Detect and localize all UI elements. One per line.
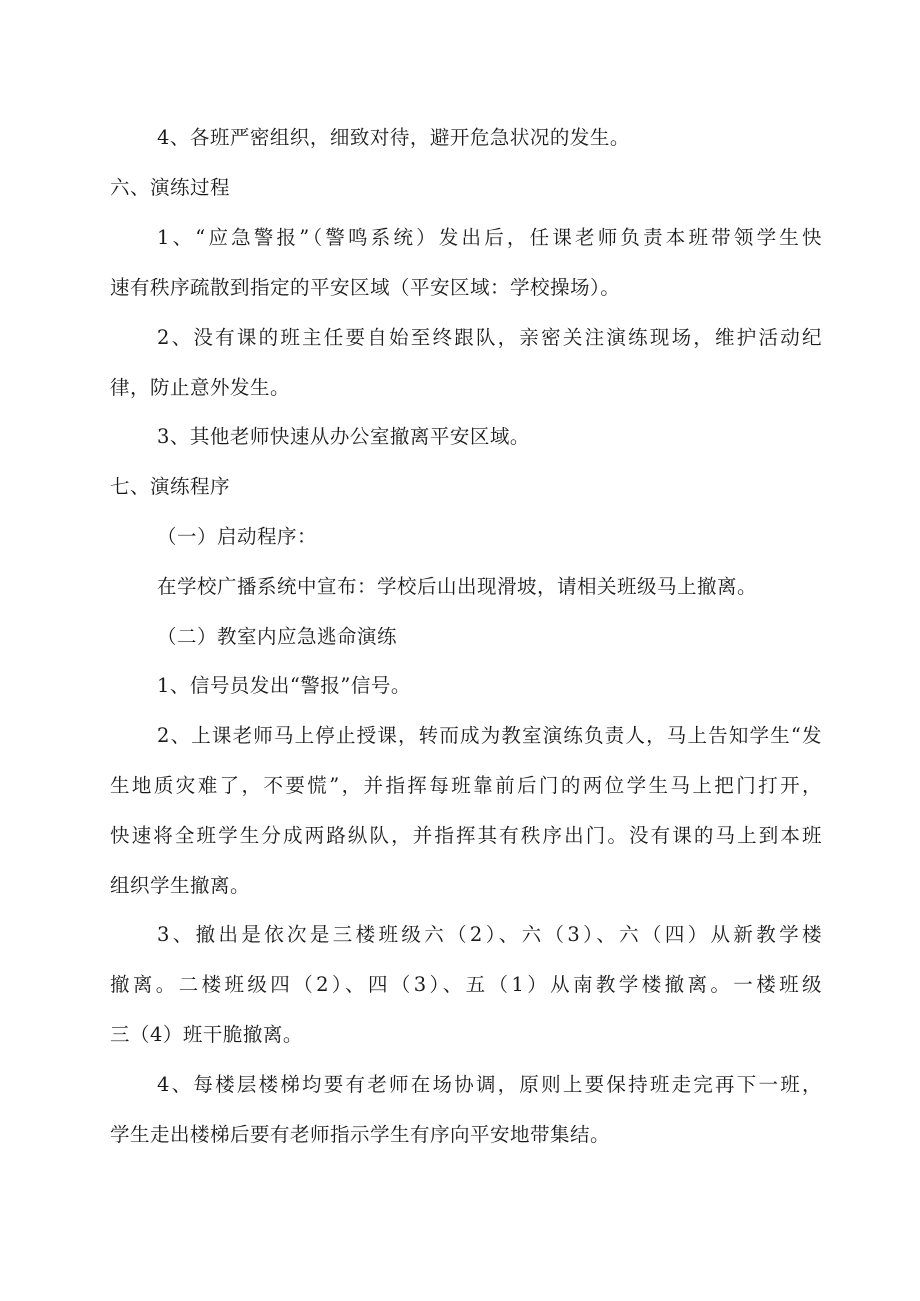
broadcast-line: 在学校广播系统中宣布：学校后山出现滑坡，请相关班级马上撤离。 xyxy=(157,575,758,598)
subsection-1-heading: （一）启动程序： xyxy=(157,525,318,548)
section-6-heading: 六、演练过程 xyxy=(110,176,231,199)
drill-2-line-3: 快速将全班学生分成两路纵队，并指挥其有秩序出门。没有课的马上到本班 xyxy=(110,824,822,847)
drill-2-line-2: 生地质灾难了，不要慌”，并指挥每班靠前后门的两位学生马上把门打开， xyxy=(110,774,822,797)
process-2-line-1: 2、没有课的班主任要自始至终跟队，亲密关注演练现场，维护活动纪 xyxy=(157,326,822,349)
drill-3-line-3: 三（4）班干脆撤离。 xyxy=(110,1023,303,1046)
drill-1-line: 1、信号员发出“警报”信号。 xyxy=(157,674,411,697)
drill-3-line-1: 3、撤出是依次是三楼班级六（2）、六（3）、六（四）从新教学楼 xyxy=(157,923,822,946)
process-2-line-2: 律，防止意外发生。 xyxy=(110,376,291,399)
drill-4-line-1: 4、每楼层楼梯均要有老师在场协调，原则上要保持班走完再下一班， xyxy=(157,1073,822,1096)
subsection-2-heading: （二）教室内应急逃命演练 xyxy=(157,625,398,648)
drill-2-line-1: 2、上课老师马上停止授课，转而成为教室演练负责人，马上告知学生“发 xyxy=(157,724,822,747)
process-3-line: 3、其他老师快速从办公室撤离平安区域。 xyxy=(157,425,530,448)
section-7-heading: 七、演练程序 xyxy=(110,475,231,498)
process-1-line-1: 1、“应急警报”（警鸣系统）发出后，任课老师负责本班带领学生快 xyxy=(157,226,822,249)
drill-2-line-4: 组织学生撤离。 xyxy=(110,874,251,897)
process-1-line-2: 速有秩序疏散到指定的平安区域（平安区域：学校操场）。 xyxy=(110,276,621,299)
drill-4-line-2: 学生走出楼梯后要有老师指示学生有序向平安地带集结。 xyxy=(110,1123,611,1146)
drill-3-line-2: 撤离。二楼班级四（2）、四（3）、五（1）从南教学楼撤离。一楼班级 xyxy=(110,973,822,996)
item-4-line: 4、各班严密组织，细致对待，避开危急状况的发生。 xyxy=(157,126,630,149)
